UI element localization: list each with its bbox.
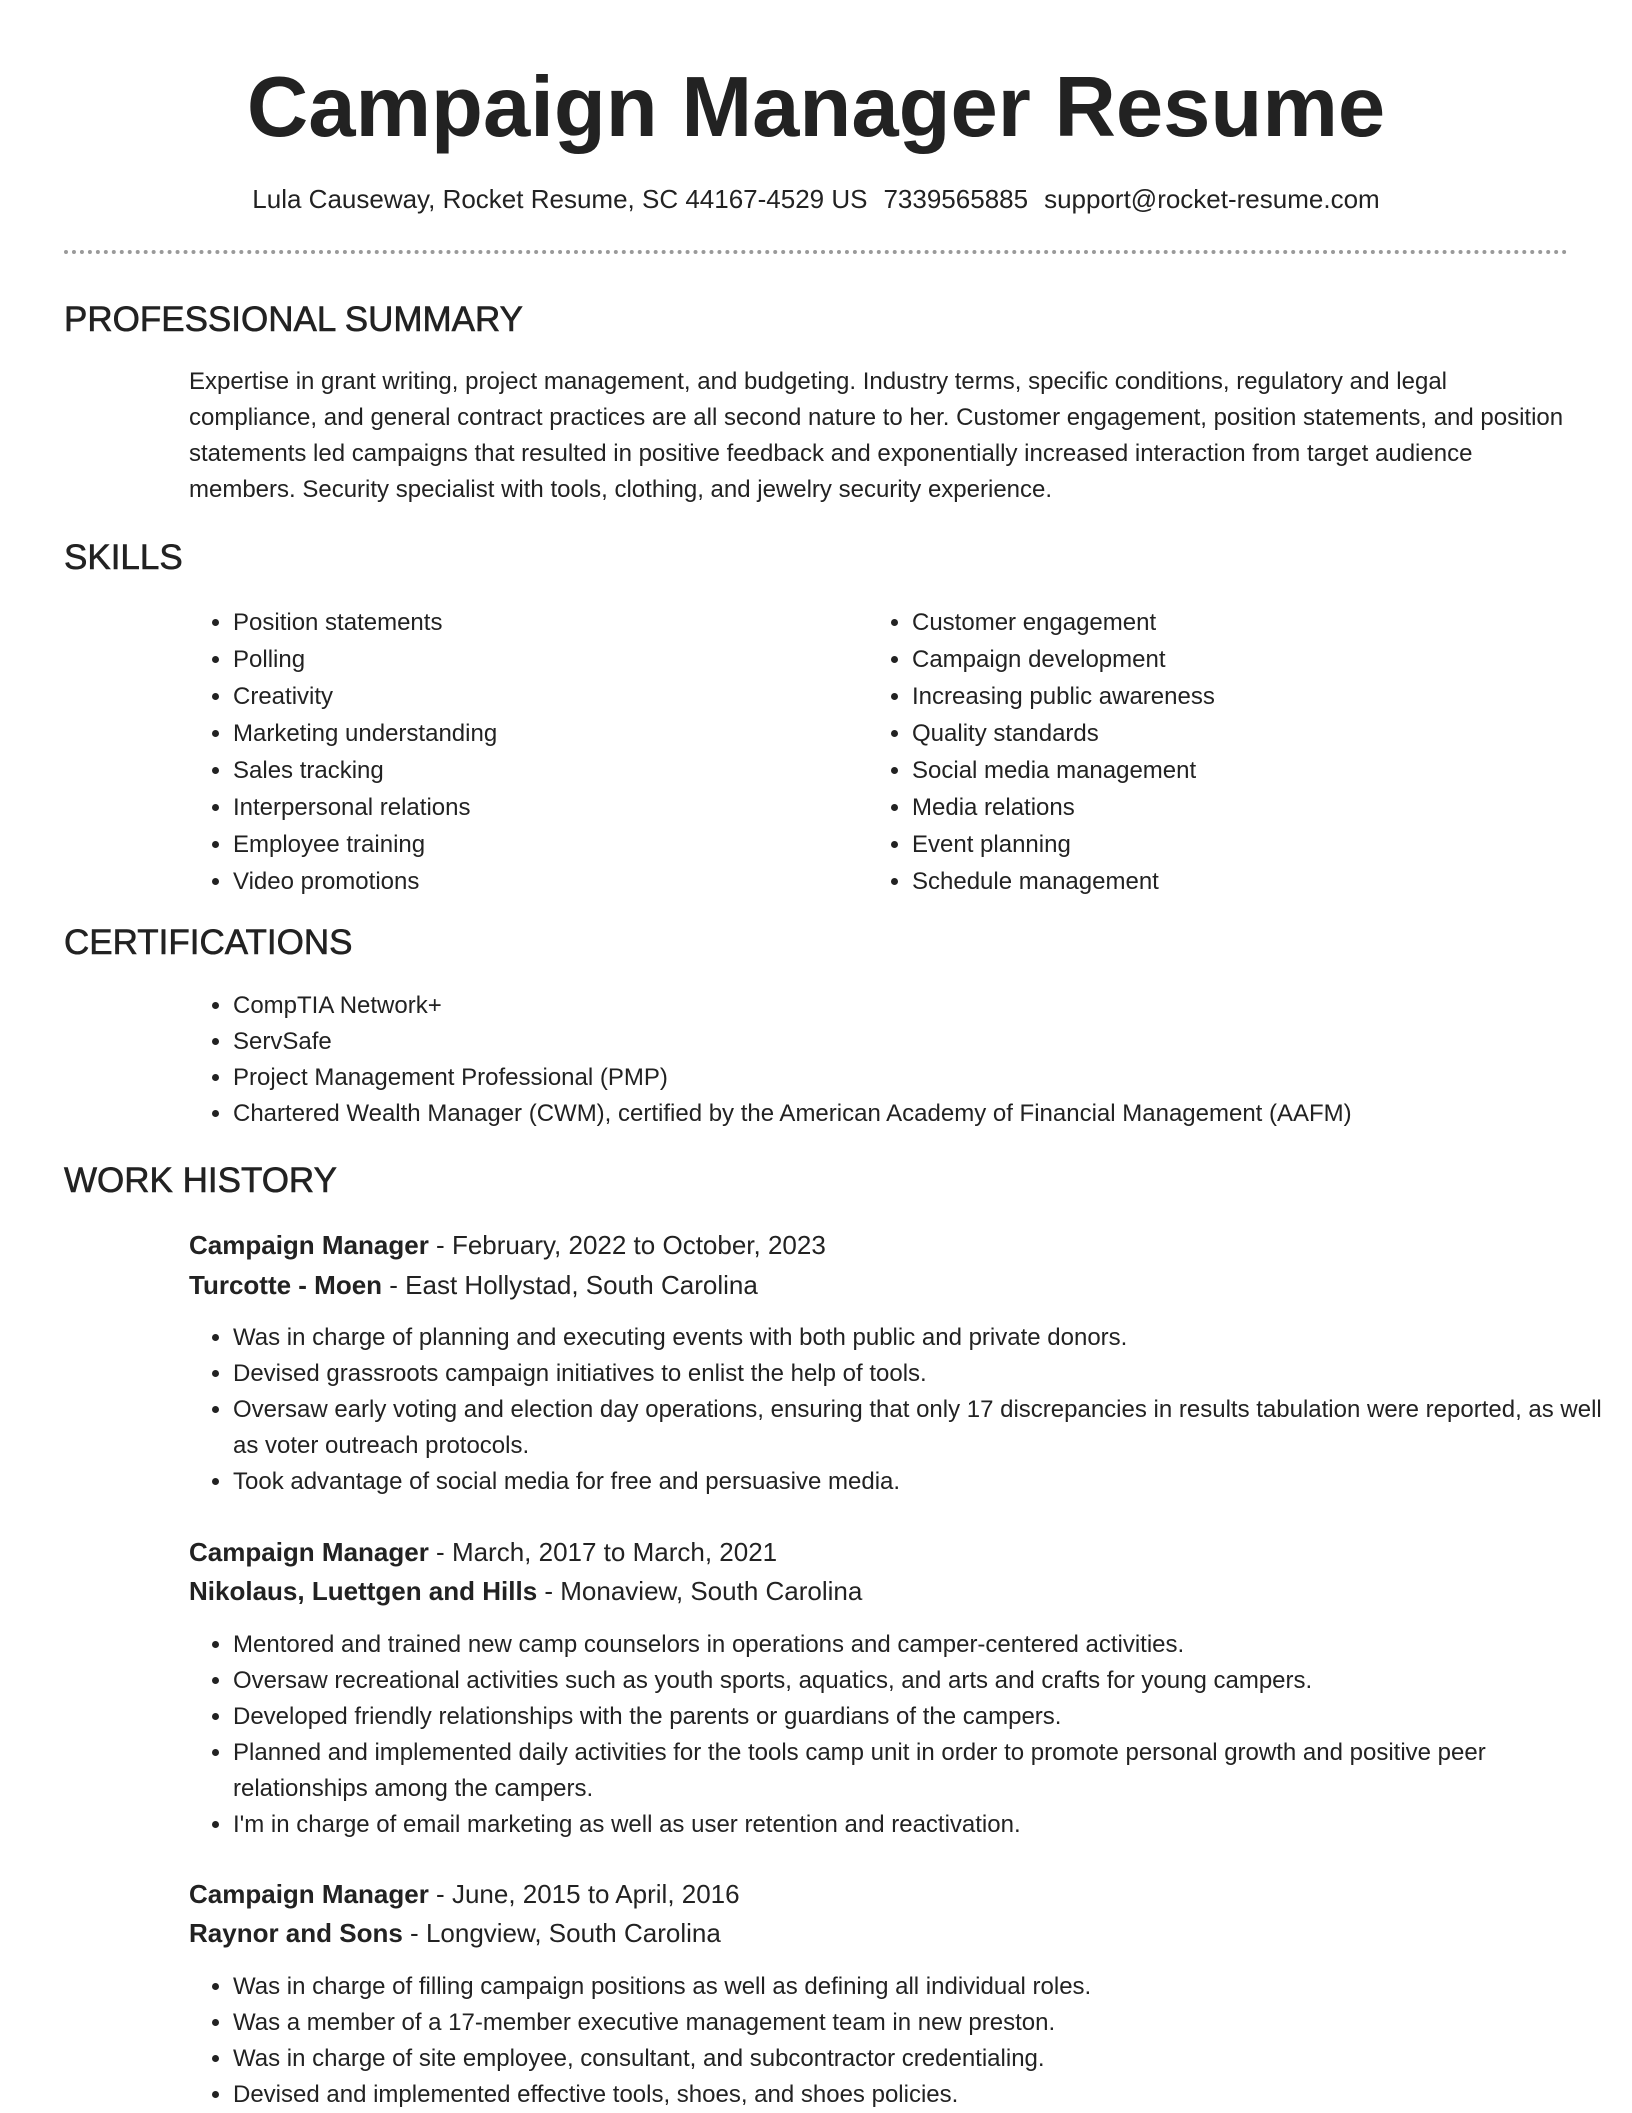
contact-address: Lula Causeway, Rocket Resume, SC 44167-4529 US bbox=[252, 184, 868, 214]
job-title-line: Campaign Manager - June, 2015 to April, 2016 bbox=[189, 1879, 740, 1909]
skills-list-left bbox=[189, 604, 793, 900]
skill-item: • Employee training bbox=[233, 826, 793, 863]
job-dates: June, 2015 to April, 2016 bbox=[451, 1879, 740, 1909]
job-bullet: • I'm in charge of email marketing as well as user retention and reactivation. bbox=[233, 1807, 1613, 1843]
header-divider bbox=[64, 250, 1568, 254]
skill-item: • Media relations bbox=[912, 789, 1512, 826]
skill-item: • Polling bbox=[233, 641, 793, 678]
job-title: Campaign Manager bbox=[189, 1230, 429, 1260]
skill-item: • Creativity bbox=[233, 678, 793, 715]
job-bullets bbox=[189, 1627, 1613, 1843]
job-bullet: • Oversaw early voting and election day operations, ensuring that only 17 discrepancies in results tabulation were reported, as well as voter outreach protocols. bbox=[233, 1392, 1613, 1464]
skill-item: • Interpersonal relations bbox=[233, 789, 793, 826]
job-bullet: • Devised and implemented effective tools, shoes, and shoes policies. bbox=[233, 2077, 1613, 2113]
job-bullet: • Was in charge of site employee, consultant, and subcontractor credentialing. bbox=[233, 2041, 1613, 2077]
skill-item: • Video promotions bbox=[233, 863, 793, 900]
skill-item: • Event planning bbox=[912, 826, 1512, 863]
skill-item: • Marketing understanding bbox=[233, 715, 793, 752]
job-dates: March, 2017 to March, 2021 bbox=[451, 1537, 778, 1567]
job-bullet: • Took advantage of social media for free and persuasive media. bbox=[233, 1464, 1613, 1500]
job-bullet: • Was in charge of planning and executing events with both public and private donors. bbox=[233, 1320, 1613, 1356]
skills-list-right bbox=[868, 604, 1512, 900]
job-bullets bbox=[189, 1320, 1613, 1500]
work-history-heading: WORK HISTORY bbox=[64, 1161, 337, 1200]
summary-text: Expertise in grant writing, project management, and budgeting. Industry terms, specific conditions, regulatory and legal compliance, and general contract practices are all second nature to her. Customer engagement, position statements, and position statements led campaigns that resulted in positive feedback and exponentially increased interaction from target audience members. Security specialist with tools, clothing, and jewelry security experience. bbox=[189, 368, 1564, 503]
job-bullet: • Planned and implemented daily activities for the tools camp unit in order to promote personal growth and positive peer relationships among the campers. bbox=[233, 1735, 1613, 1807]
job-company-line: Nikolaus, Luettgen and Hills - Monaview, South Carolina bbox=[189, 1576, 863, 1606]
skill-item: • Social media management bbox=[912, 752, 1512, 789]
certification-item: • ServSafe bbox=[233, 1024, 1613, 1060]
contact-info bbox=[0, 182, 1632, 216]
summary-heading: PROFESSIONAL SUMMARY bbox=[64, 300, 523, 339]
job-location: Monaview, South Carolina bbox=[560, 1576, 863, 1606]
job-title: Campaign Manager bbox=[189, 1537, 429, 1567]
skill-item: • Increasing public awareness bbox=[912, 678, 1512, 715]
job-bullets bbox=[189, 1969, 1613, 2113]
certification-item: • Chartered Wealth Manager (CWM), certified by the American Academy of Financial Management (AAFM) bbox=[233, 1096, 1613, 1132]
contact-phone: 7339565885 bbox=[883, 184, 1029, 214]
skills-heading: SKILLS bbox=[64, 538, 183, 577]
skill-item: • Schedule management bbox=[912, 863, 1512, 900]
job-company-line: Turcotte - Moen - East Hollystad, South Carolina bbox=[189, 1270, 758, 1300]
page-title: Campaign Manager Resume bbox=[246, 60, 1386, 155]
certifications-list bbox=[189, 988, 1613, 1132]
job-title-line: Campaign Manager - March, 2017 to March, 2021 bbox=[189, 1537, 778, 1567]
contact-email: support@rocket-resume.com bbox=[1044, 184, 1380, 214]
job-bullet: • Developed friendly relationships with the parents or guardians of the campers. bbox=[233, 1699, 1613, 1735]
job-company: Nikolaus, Luettgen and Hills bbox=[189, 1576, 538, 1606]
job-bullet: • Was in charge of filling campaign positions as well as defining all individual roles. bbox=[233, 1969, 1613, 2005]
certification-item: • Project Management Professional (PMP) bbox=[233, 1060, 1613, 1096]
job-bullet: • Devised grassroots campaign initiatives to enlist the help of tools. bbox=[233, 1356, 1613, 1392]
job-company-line: Raynor and Sons - Longview, South Carolina bbox=[189, 1918, 721, 1948]
job-bullet: • Was a member of a 17-member executive management team in new preston. bbox=[233, 2005, 1613, 2041]
skill-item: • Sales tracking bbox=[233, 752, 793, 789]
job-location: Longview, South Carolina bbox=[425, 1918, 721, 1948]
skill-item: • Campaign development bbox=[912, 641, 1512, 678]
job-bullet: • Oversaw recreational activities such as youth sports, aquatics, and arts and crafts for young campers. bbox=[233, 1663, 1613, 1699]
job-bullet: • Mentored and trained new camp counselors in operations and camper-centered activities. bbox=[233, 1627, 1613, 1663]
certifications-heading: CERTIFICATIONS bbox=[64, 923, 353, 962]
skill-item: • Quality standards bbox=[912, 715, 1512, 752]
job-location: East Hollystad, South Carolina bbox=[405, 1270, 758, 1300]
job-title: Campaign Manager bbox=[189, 1879, 429, 1909]
skill-item: • Position statements bbox=[233, 604, 793, 641]
certification-item: • CompTIA Network+ bbox=[233, 988, 1613, 1024]
job-dates: February, 2022 to October, 2023 bbox=[451, 1230, 826, 1260]
job-company: Turcotte - Moen bbox=[189, 1270, 383, 1300]
job-company: Raynor and Sons bbox=[189, 1918, 403, 1948]
job-title-line: Campaign Manager - February, 2022 to October, 2023 bbox=[189, 1230, 826, 1260]
skill-item: • Customer engagement bbox=[912, 604, 1512, 641]
